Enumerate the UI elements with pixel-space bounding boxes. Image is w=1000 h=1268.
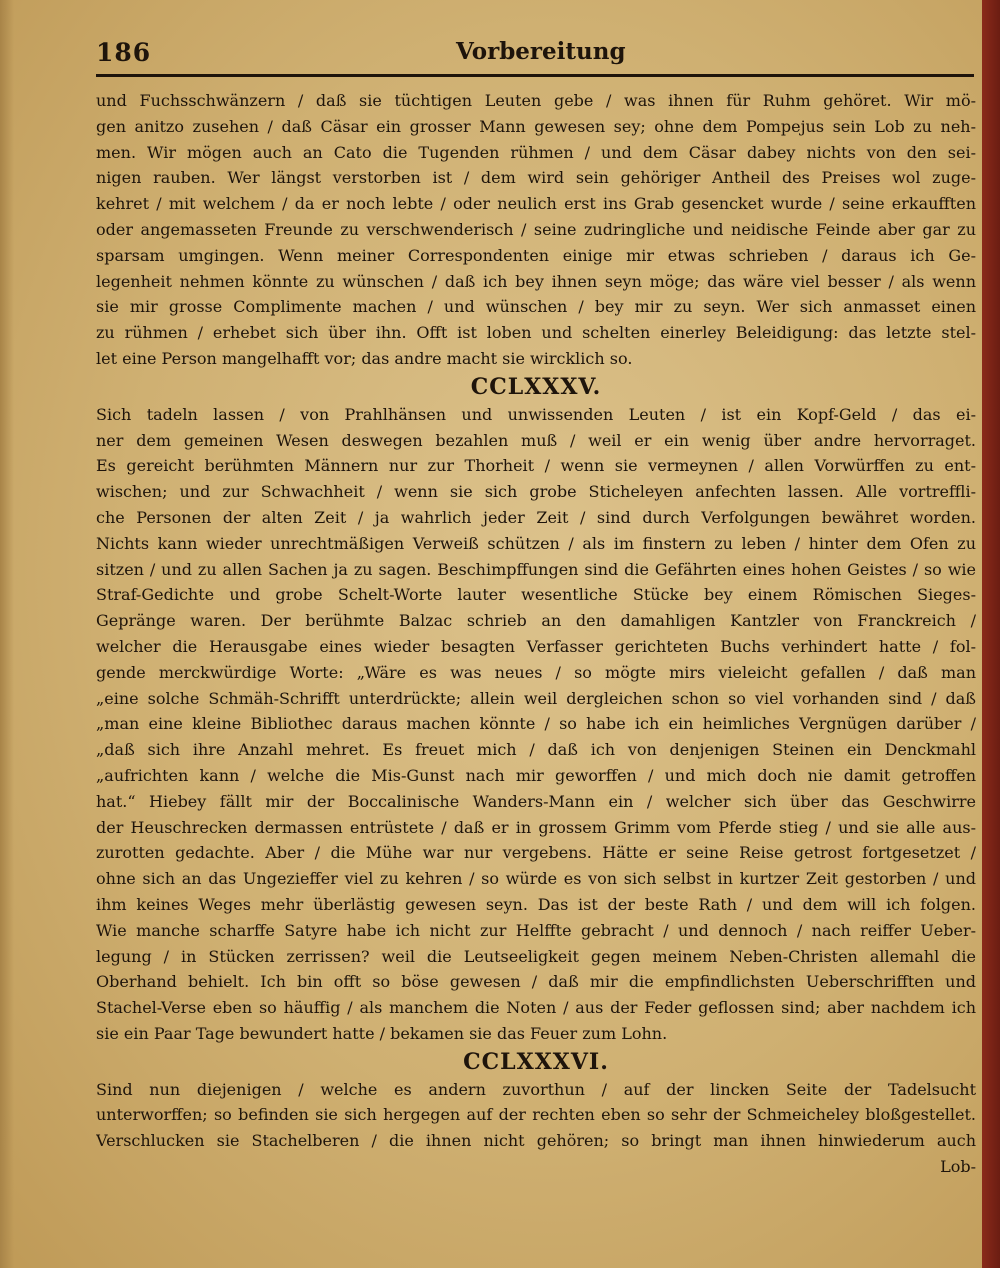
text-line: men. Wir mögen auch an Cato die Tugenden rühmen / und dem Cäsar dabey nichts von den sei- (96, 142, 976, 162)
text-line: „daß sich ihre Anzahl mehret. Es freuet mich / daß ich von denjenigen Steinen ein Denckmahl (96, 740, 976, 760)
text-line: Sind nun diejenigen / welche es andern zuvorthun / auf der lincken Seite der Tadelsucht (96, 1079, 976, 1099)
text-line: Straf-Gedichte und grobe Schelt-Worte lauter wesentliche Stücke bey einem Römischen Sieges- (96, 585, 976, 605)
paragraph-285 (96, 402, 976, 1047)
page-gutter-shadow (0, 0, 14, 1268)
text-line: Verschlucken sie Stachelberen / die ihnen nicht gehören; so bringt man ihnen hinwiederum auch (96, 1131, 976, 1151)
text-line: kehret / mit welchem / da er noch lebte / oder neulich erst ins Grab gesencket wurde / seine erkaufften (96, 194, 976, 214)
text-line: sparsam umgingen. Wenn meiner Correspondenten einige mir etwas schrieben / daraus ich Ge- (96, 245, 976, 265)
text-line: Sich tadeln lassen / von Prahlhänsen und unwissenden Leuten / ist ein Kopf-Geld / das ei- (96, 404, 976, 424)
text-line: gende merckwürdige Worte: „Wäre es was neues / so mögte mirs vieleicht gefallen / daß man (96, 662, 976, 682)
text-line: ner dem gemeinen Wesen deswegen bezahlen muß / weil er ein wenig über andre hervorraget. (96, 430, 976, 450)
page-number: 186 (96, 38, 152, 67)
text-line: gen anitzo zusehen / daß Cäsar ein grosser Mann gewesen sey; ohne dem Pompejus sein Lob zu neh- (96, 116, 976, 136)
text-line: der Heuschrecken dermassen entrüstete / daß er in grossem Grimm vom Pferde stieg / und sie alle aus- (96, 817, 976, 837)
text-line: und Fuchsschwänzern / daß sie tüchtigen Leuten gebe / was ihnen für Ruhm gehöret. Wir mö- (96, 91, 976, 110)
text-line: let eine Person mangelhafft vor; das andre macht sie wircklich so. (96, 348, 633, 368)
text-line: Oberhand behielt. Ich bin offt so böse gewesen / daß mir die empfindlichsten Ueberschrifften und (96, 972, 976, 992)
text-line: ihm keines Weges mehr überlästig gewesen seyn. Das ist der beste Rath / und dem will ich folgen. (96, 894, 976, 914)
text-line: hat.“ Hiebey fällt mir der Boccalinische Wanders-Mann ein / welcher sich über das Geschwirre (96, 791, 976, 811)
catchword: Lob- (940, 1157, 976, 1177)
text-line: „man eine kleine Bibliothec daraus machen könnte / so habe ich ein heimliches Vergnügen darüber / (96, 714, 976, 734)
text-line: legenheit nehmen könnte zu wünschen / daß ich bey ihnen seyn möge; das wäre viel besser / als wenn (96, 271, 976, 291)
text-line: unterworffen; so befinden sie sich hergegen auf der rechten eben so sehr der Schmeicheley bloßgestellet. (96, 1105, 976, 1125)
text-line: wischen; und zur Schwachheit / wenn sie sich grobe Sticheleyen anfechten lassen. Alle vortreffli- (96, 482, 976, 502)
text-line: Stachel-Verse eben so häuffig / als manchem die Noten / aus der Feder geflossen sind; aber nachdem ich (96, 998, 976, 1018)
paragraph-continued (96, 88, 976, 372)
page-body (96, 88, 976, 1180)
page-header (96, 38, 976, 74)
text-line: zu rühmen / erhebet sich über ihn. Offt ist loben und schelten einerley Beleidigung: das letzte stel- (96, 323, 976, 343)
text-line: sie ein Paar Tage bewundert hatte / bekamen sie das Feuer zum Lohn. (96, 1023, 668, 1043)
red-page-edge (982, 0, 1000, 1268)
text-line: Wie manche scharffe Satyre habe ich nicht zur Helffte gebracht / und dennoch / nach reiffer Ueber- (96, 920, 976, 940)
text-line: Es gereicht berühmten Männern nur zur Thorheit / wenn sie vermeynen / allen Vorwürffen zu ent- (96, 456, 976, 476)
text-line: ohne sich an das Ungezieffer viel zu kehren / so würde es von sich selbst in kurtzer Zeit gestorben / und (96, 869, 976, 889)
header-rule (96, 74, 974, 77)
text-line: welcher die Herausgabe eines wieder besagten Verfasser gerichteten Buchs verhindert hatte / fol- (96, 636, 976, 656)
text-line: nigen rauben. Wer längst verstorben ist / dem wird sein gehöriger Antheil des Preises wol zuge- (96, 168, 976, 188)
text-line: „eine solche Schmäh-Schrifft unterdrückte; allein weil dergleichen schon so viel vorhanden sind / daß (96, 688, 976, 708)
section-heading-285: CCLXXXV. (470, 373, 602, 400)
text-line: che Personen der alten Zeit / ja wahrlich jeder Zeit / sind durch Verfolgungen bewähret worden. (96, 507, 976, 527)
paragraph-286 (96, 1077, 976, 1154)
text-line: oder angemasseten Freunde zu verschwenderisch / seine zudringliche und neidische Feinde aber gar zu (96, 219, 976, 239)
text-line: legung / in Stücken zerrissen? weil die Leutseeligkeit gegen meinem Neben-Christen allemahl die (96, 946, 976, 966)
running-head: Vorbereitung (456, 38, 626, 65)
text-line: Nichts kann wieder unrechtmäßigen Verweiß schützen / als im finstern zu leben / hinter dem Ofen zu (96, 533, 976, 553)
text-line: sie mir grosse Complimente machen / und wünschen / bey mir zu seyn. Wer sich anmasset einen (96, 297, 976, 317)
text-line: sitzen / und zu allen Sachen ja zu sagen. Beschimpffungen sind die Gefährten eines hohen Geistes / so wie (96, 559, 976, 579)
text-line: zurotten gedachte. Aber / die Mühe war nur vergebens. Hätte er seine Reise getrost fortgesetzet / (96, 843, 976, 863)
section-heading-286: CCLXXXVI. (463, 1048, 609, 1075)
text-line: „aufrichten kann / welche die Mis-Gunst nach mir geworffen / und mich doch nie damit getroffen (96, 765, 976, 785)
text-line: Gepränge waren. Der berühmte Balzac schrieb an den damahligen Kantzler von Franckreich / (96, 611, 976, 631)
